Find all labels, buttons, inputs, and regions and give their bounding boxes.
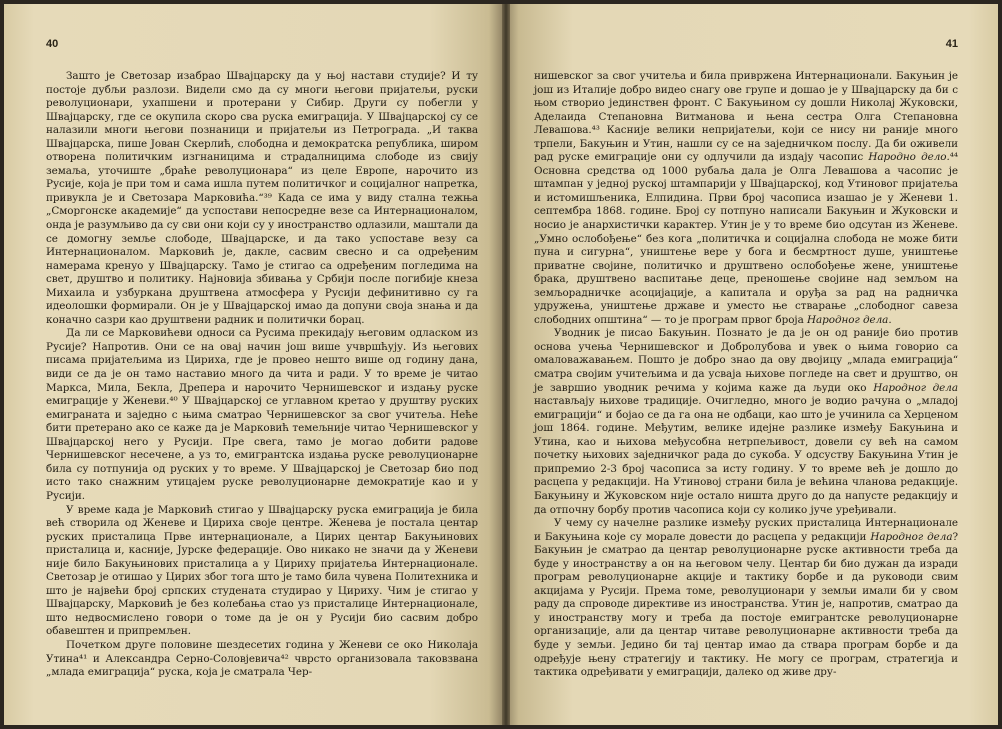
paragraph: Уводник је писао Бакуњин. Познато је да је он од раније био против основа учења Чернишевског и Добролубова и увек о њима говорио са омаловажавањем. Пошто је добро знао да ову двојицу „млада емиграција“ сматра својим учитељима и да усваја њихове погледе на свет и друштво, он је завршио уводник речима у којима каже да људи око Народног дела настављају њихове традиције. Очигледно, много је водио рачуна о „младој емиграцији“ и бојао се да га она не одбаци, као што је учинила са Херценом још 1864. године. Међутим, велике идејне разлике између Бакуњина и Утина, као и њихова међусобна нетрпељивост, довели су већ на самом почетку њихових заједничког рада до сукоба. У одсуству Бакуњина Утин је припремио 2-3 број часописа за исту годину. У то време већ је дошло до расцепа у редакцији. На Утиновој страни била је већина чланова редакције. Бакуњину и Жуковском није остало ништа друго до да напусте редакцију и да отпочну борбу против часописа који су колико јуче уређивали.: [534, 327, 958, 516]
page-number-left: 40: [46, 38, 59, 50]
right-page: [504, 4, 998, 725]
paragraph: Зашто је Светозар изабрао Швајцарску да у њој настави студије? И ту постоје дубљи разлози. Видели смо да су многи његови пријатељи, руски револуционари, ухапшени и протерани у Сибир. Други су побегли у Швајцарску, где се окупила скоро сва руска емиграција. У Швајцарској су се налазили многи његови познаници и пријатељи из Петрограда. „И таква Швајцарска, пише Јован Скерлић, слободна и демократска република, широм отворена политичким изгнаницима и страдалницима слободе из свију земаља, уточиште „браће револуционара“ из целе Европе, нарочито из Русије, која је при том и сама ишла путем политичког и социјалног напретка, привукла је и Светозара Марковића.“³⁹ Када се има у виду стална тежња „Сморгонске академије“ да успостави непосредне везе са Интернационалом, онда је разумљиво да су сви они који су у иностранство одлазили, маштали да се домогну земље слободе, Швајцарске, и да тако успоставе везу са Интернационалом. Марковић је, дакле, сасвим свесно и са одређеним намерама кренуо у Швајцарску. Тамо је стигао са одређеним погледима на свет, друштво и политику. Најновија збивања у Србији после погибије кнеза Михаила и узбуркана друштвена атмосфера у Русији дефинитивно су га идеолошки формирали. Он је у Швајцарској имао да допуни своја знања и да коначно сазри као друштвени радник и политички борац.: [46, 70, 478, 326]
paragraph: У чему су начелне разлике између руских присталица Интернационале и Бакуњина које су морале довести до расцепа у редакцији Народног дела? Бакуњин је сматрао да центар револуционарне руске активности треба да буде у иностранству а он на његовом челу. Центар би био дужан да изради програм револуционарне акције и тактику борбе и да руководи свим акцијама у Русији. Према томе, револуционари у земљи имали би у свом раду да спроводе директиве из иностранства. Утин је, напротив, сматрао да у иностранству могу и треба да постоје емигрантске револуционарне организације, али да центар читаве револуционарне активности треба да буде у земљи. Једино би тај центар имао да ствара програм борбе и да одређује њену стратегију и тактику. Не могу се програм, стратегија и тактика одређивати у емиграцији, далеко од живе дру-: [534, 517, 958, 679]
page-number-right: 41: [945, 38, 958, 50]
paragraph: нишевског за свог учитеља и била привржена Интернационали. Бакуњин је још из Италије добро видео снагу ове групе и дошао је у Швајцарску да би с њом створио јединствен фронт. С Бакуњином су дошли Николај Жуковски, Аделаида Степановна Витманова и њена сестра Олга Степановна Левашова.⁴³ Касније велики непријатељи, који се нису ни раније много трпели, Бакуњин и Утин, нашли су се на заједничком послу. Да би оживели рад руске емиграције они су одлучили да издају часопис Народно дело.⁴⁴ Основна средства од 1000 рубаља дала је Олга Левашова а часопис је штампан у једној руској штампарији у Швајцарској, код Утиновог пријатеља и истомишљеника, Елпидина. Први број часописа изашао је у Женеви 1. септембра 1868. године. Број су потпуно написали Бакуњин и Жуковски и носио је анархистички карактер. Утин је у то време био одсутан из Женеве. „Умно ослобођење“ без кога „политичка и социјална слобода не може бити пуна и сигурна“, уништење вере у бога и бесмртност душе, уништење приватне својине, политичко и друштвено ослобођење жене, уништење брака, друштвено васпитање деце, преношење својине над земљом на земљорадничке асоцијације, а капитала и оруђа за рад на радничка удружења, уништење државе и уместо ње стварање „слободног савеза слободних општина“ — то је програм првог броја Народног дела.: [534, 70, 958, 326]
left-page-text: [46, 70, 478, 680]
paragraph: У време када је Марковић стигао у Швајцарску руска емиграција је била већ створила од Женеве и Цириха своје центре. Женева је постала центар руских присталица Прве интернационале, а Цирих центар Бакуњинових присталица и, касније, Јурске федерације. Ово никако не значи да у Женеви није било Бакуњинових присталица а у Цириху пријатеља Интернационале. Светозар је отишао у Цирих због тога што је тамо била чувена Политехника и што је највећи број српских студената студирао у Цириху. Чим је стигао у Швајцарску, Марковић је без колебања стао уз присталице Интернационале, што недвосмислено говори о томе да је он у Русији био сасвим добро обавештен и припремљен.: [46, 503, 478, 638]
right-page-text: [534, 70, 958, 680]
paragraph: Да ли се Марковићеви односи са Русима прекидају његовим одласком из Русије? Напротив. Они се на овај начин још више учвршћују. Из његових писама пријатељима из Цириха, где је провео нешто више од годину дана, види се да је он тамо наставио много да чита и ради. У то време је читао Маркса, Мила, Бекла, Дрепера и нарочито Чернишевског и издању руске емиграције у Женеви.⁴⁰ У Швајцарској се углавном кретао у друштву руских емиграната и заједно с њима сматрао Чернишевског за свог учитеља. Неће бити претерано ако се каже да је Марковић темељније читао Чернишевског у Швајцарској него у Русији. Пре свега, тамо је могао добити радове Чернишевског несечене, а уз то, емигрантска издања руске револуционарне била су потпунија од руских у то време. У Швајцарској је Светозар био под исто тако снажним утицајем руске револуционарне демократије као и у Русији.: [46, 327, 478, 502]
paragraph: Почетком друге половине шездесетих година у Женеви се око Николаја Утина⁴¹ и Александра Серно-Соловјевича⁴² чврсто организовала таковзвана „млада емиграција“ руска, која је сматрала Чер-: [46, 638, 478, 679]
book-gutter: [502, 4, 510, 725]
book-spread: [4, 4, 998, 725]
left-page: [4, 4, 504, 725]
